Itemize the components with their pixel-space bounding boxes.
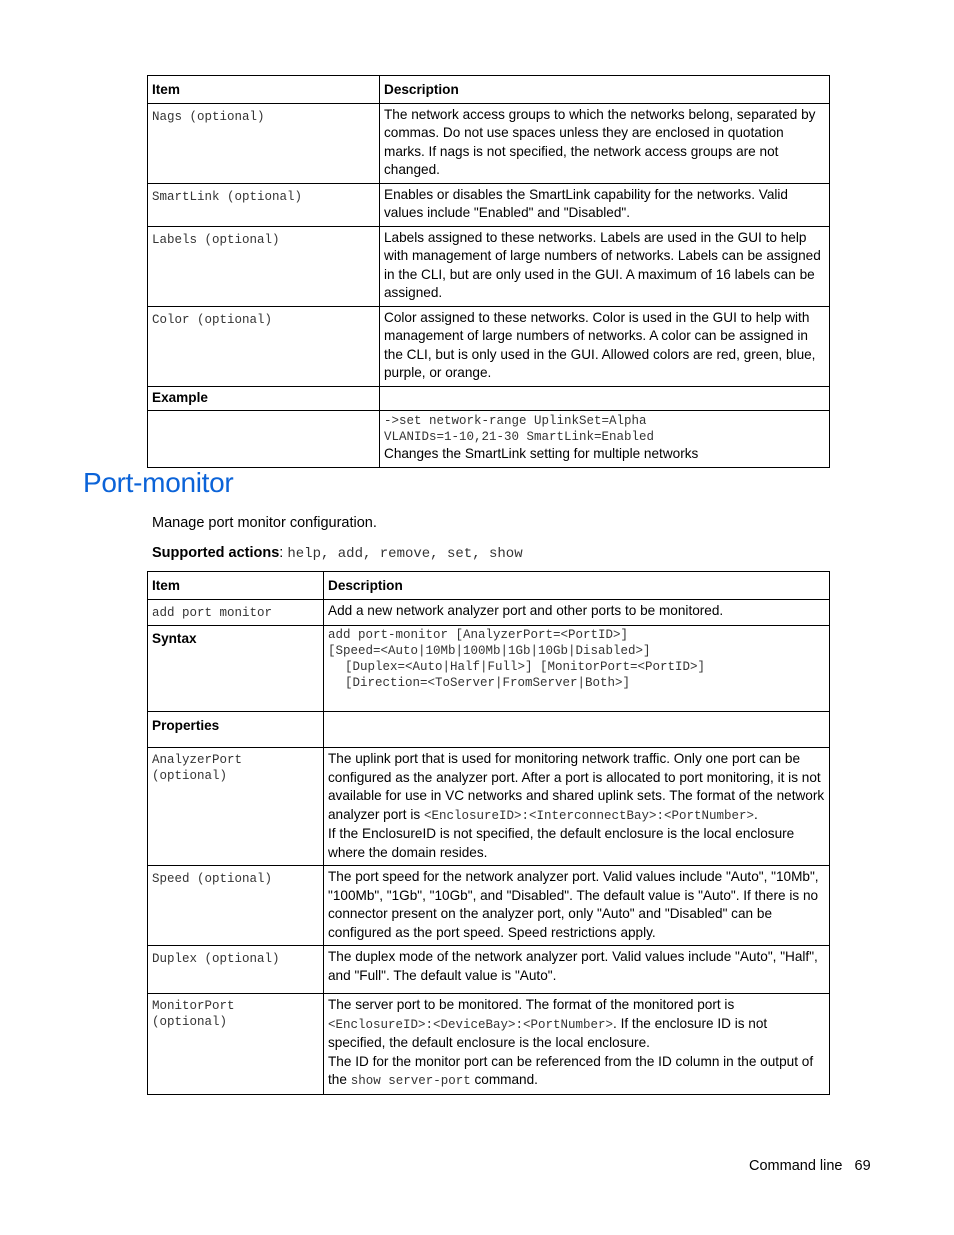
port-monitor-table (147, 571, 830, 1095)
syntax-content (324, 626, 830, 712)
empty-cell (148, 411, 380, 468)
example-code-line: VLANIDs=1-10,21-30 SmartLink=Enabled (384, 430, 655, 444)
desc-text: . If the enclosure ID is not specified, the default enclosure is the local enclosure. (328, 1015, 768, 1050)
row-item-line: (optional) (152, 769, 228, 783)
desc-text: command. (470, 1072, 538, 1087)
row-description: Labels assigned to these networks. Labels are used in the GUI to help with management of large numbers of networks. Labels can be assigned in the CLI, but are only used in the GUI. A maximum of 16 labels can be assigned. (380, 226, 830, 306)
example-row (148, 411, 830, 468)
table-row (148, 226, 830, 306)
desc-code: <EnclosureID>:<InterconnectBay>:<PortNumber> (423, 808, 755, 823)
properties-label: Properties (148, 712, 324, 748)
row-item: Color (optional) (148, 306, 380, 386)
row-item (148, 748, 324, 866)
table-row (148, 748, 830, 866)
supported-actions-list: help, add, remove, set, show (287, 546, 523, 562)
row-description (324, 994, 830, 1095)
table-row (148, 103, 830, 183)
row-description: The duplex mode of the network analyzer port. Valid values include "Auto", "Half", and "Full". The default value is "Auto". (324, 946, 830, 994)
desc-text: If the EnclosureID is not specified, the default enclosure is the local enclosure where the domain resides. (328, 826, 795, 860)
row-item-line: (optional) (152, 1015, 228, 1029)
supported-actions-label: Supported actions (152, 545, 280, 561)
example-header-row (148, 386, 830, 411)
row-item: Speed (optional) (148, 866, 324, 946)
desc-code: <EnclosureID>:<DeviceBay>:<PortNumber> (328, 1017, 614, 1032)
desc-code: show server-port (350, 1074, 471, 1088)
table-row (148, 866, 830, 946)
row-item: SmartLink (optional) (148, 183, 380, 226)
row-item-line: MonitorPort (152, 999, 235, 1013)
empty-cell (324, 712, 830, 748)
supported-actions (152, 545, 523, 562)
properties-row (148, 712, 830, 748)
page-number: 69 (854, 1158, 871, 1174)
syntax-line: [Direction=<ToServer|FromServer|Both>] (345, 676, 631, 690)
table-row (148, 599, 830, 626)
column-header-description: Description (324, 572, 830, 600)
example-content (380, 411, 830, 468)
row-item: Labels (optional) (148, 226, 380, 306)
page-footer (749, 1158, 871, 1174)
syntax-line: add port-monitor [AnalyzerPort=<PortID>] (328, 628, 629, 642)
empty-cell (380, 386, 830, 411)
table-row (148, 946, 830, 994)
section-title: Port-monitor (83, 467, 234, 498)
network-range-properties-table (147, 75, 830, 468)
example-description: Changes the SmartLink setting for multiple networks (384, 446, 699, 461)
syntax-row (148, 626, 830, 712)
table-header-row (148, 572, 830, 600)
syntax-label: Syntax (148, 626, 324, 712)
example-code-line: ->set network-range UplinkSet=Alpha (384, 414, 647, 428)
row-description: The port speed for the network analyzer port. Valid values include "Auto", "10Mb", "100Mb", "1Gb", "10Gb", and "Disabled". The default value is "Auto". If there is no connector present on the analyzer port, only "Auto" and "Disabled" can be configured as the port speed. Speed restrictions apply. (324, 866, 830, 946)
desc-text: The uplink port that is used for monitoring network traffic. Only one port can be configured as the analyzer port. After a port is allocated to port monitoring, it is not available for use in VC networks and shared uplink sets. The format of the network analyzer port is (328, 751, 825, 822)
desc-text: The server port to be monitored. The format of the monitored port is (328, 997, 735, 1012)
row-description: The network access groups to which the networks belong, separated by commas. Do not use spaces unless they are enclosed in quotation marks. If nags is not specified, the network access groups are not changed. (380, 103, 830, 183)
row-description: Add a new network analyzer port and other ports to be monitored. (324, 599, 830, 626)
row-description: Enables or disables the SmartLink capability for the networks. Valid values include "Enabled" and "Disabled". (380, 183, 830, 226)
syntax-line: [Speed=<Auto|10Mb|100Mb|1Gb|10Gb|Disabled>] (328, 644, 651, 658)
table-row (148, 994, 830, 1095)
example-label: Example (148, 386, 380, 411)
table-row (148, 306, 830, 386)
desc-text: The ID for the monitor port can be referenced from the ID column in the output of the (328, 1053, 814, 1087)
table-header-row (148, 76, 830, 104)
row-item: Nags (optional) (148, 103, 380, 183)
row-description (324, 748, 830, 866)
row-item: Duplex (optional) (148, 946, 324, 994)
row-item-line: AnalyzerPort (152, 753, 243, 767)
row-description: Color assigned to these networks. Color is used in the GUI to help with management of large numbers of networks. A color can be assigned in the CLI, but is only used in the GUI. Allowed colors are red, green, blue, purple, or orange. (380, 306, 830, 386)
desc-text: . (754, 806, 758, 822)
column-header-item: Item (148, 76, 380, 104)
row-item: add port monitor (148, 599, 324, 626)
section-intro: Manage port monitor configuration. (152, 515, 377, 531)
row-item (148, 994, 324, 1095)
footer-label: Command line (749, 1158, 843, 1174)
supported-actions-separator: : (279, 545, 288, 561)
column-header-description: Description (380, 76, 830, 104)
syntax-line: [Duplex=<Auto|Half|Full>] [MonitorPort=<PortID>] (345, 660, 706, 674)
column-header-item: Item (148, 572, 324, 600)
table-row (148, 183, 830, 226)
